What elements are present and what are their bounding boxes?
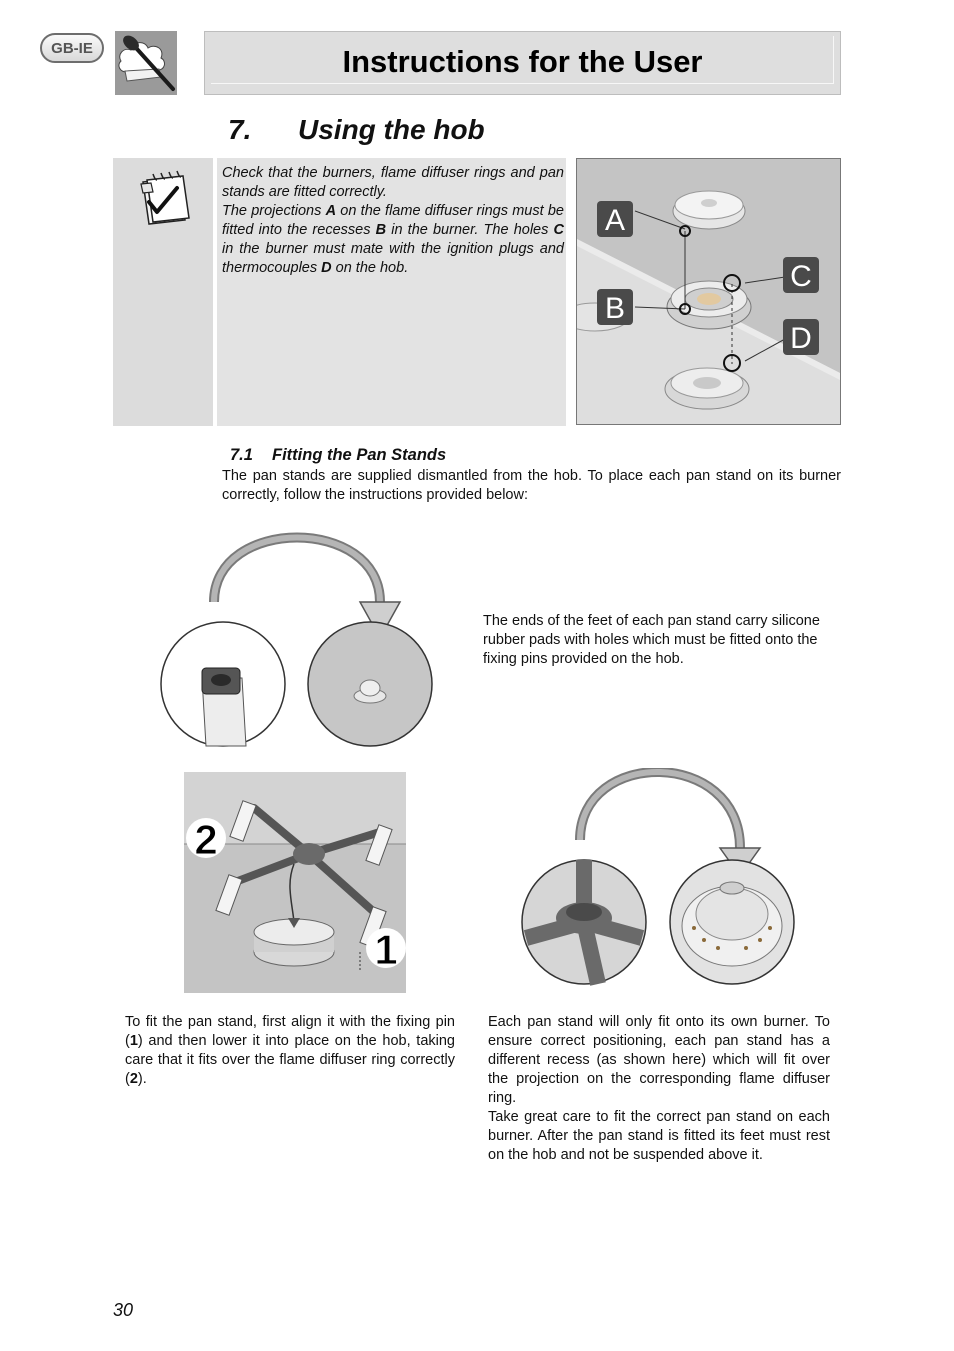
page-number: 30 bbox=[113, 1300, 134, 1320]
section-title bbox=[228, 114, 485, 146]
label-d-tag bbox=[783, 319, 819, 355]
label-a: A bbox=[604, 204, 626, 237]
burner-fit-paragraph-2: Take great care to fit the correct pan stand on each burner. After the pan stand is fitted its feet must rest on the hob and not be suspended above it. bbox=[488, 1109, 830, 1163]
subsection-number: 7.1 bbox=[230, 446, 253, 464]
section-title-text: Using the hob bbox=[298, 114, 485, 145]
subsection-title-text: Fitting the Pan Stands bbox=[272, 446, 447, 464]
burner-fit-text bbox=[488, 1013, 830, 1165]
note-text bbox=[222, 164, 564, 278]
step-2-label: 2 bbox=[194, 816, 218, 863]
subsection-title bbox=[230, 446, 446, 465]
foot-pad-illustration bbox=[158, 530, 438, 752]
note-icon-column bbox=[113, 158, 213, 426]
burner-fit-paragraph-1: Each pan stand will only fit onto its own burner. To ensure correct positioning, each pan stand has a different recess (as shown here) which will fit over the projection on the corresponding flame diffuser ring. bbox=[488, 1014, 830, 1106]
section-number: 7. bbox=[228, 114, 252, 145]
step-number-1: 1 bbox=[129, 1033, 138, 1049]
feet-text: The ends of the feet of each pan stand carry silicone rubber pads with holes which must be fitted onto the fixing pins provided on the hob. bbox=[483, 613, 820, 667]
alignment-text: To fit the pan stand, first align it with the fixing pin (1) and then lower it into place on the hob, taking care that it fits over the flame diffuser ring correctly (2). bbox=[125, 1014, 455, 1087]
label-c-tag bbox=[783, 257, 819, 293]
label-b-tag bbox=[597, 289, 633, 325]
step-number-2: 2 bbox=[129, 1071, 138, 1087]
label-c: C bbox=[790, 260, 812, 293]
pan-stand-photo bbox=[184, 772, 406, 993]
note-paragraph-1: Check that the burners, flame diffuser rings and pan stands are fitted correctly. bbox=[222, 165, 564, 200]
burner-assembly-diagram bbox=[576, 158, 841, 425]
label-d: D bbox=[790, 322, 812, 355]
chef-spoon-logo bbox=[115, 31, 177, 95]
note-paragraph-2: The projections A on the flame diffuser rings must be fitted into the recesses B in the burner. The holes C in the burner must mate with the ignition plugs and thermocouples D on the hob. bbox=[222, 203, 564, 276]
page-title: Instructions for the User bbox=[342, 44, 703, 79]
header-title-box bbox=[204, 31, 841, 95]
notepad-check-icon bbox=[133, 168, 195, 230]
label-b: B bbox=[604, 292, 626, 325]
subsection-intro: The pan stands are supplied dismantled from the hob. To place each pan stand on its burner correctly, follow the instructions provided below: bbox=[222, 468, 841, 503]
recess-illustration bbox=[518, 768, 798, 986]
language-badge: GB-IE bbox=[40, 33, 104, 63]
step-1-label: 1 bbox=[374, 926, 398, 973]
label-a-tag bbox=[597, 201, 633, 237]
